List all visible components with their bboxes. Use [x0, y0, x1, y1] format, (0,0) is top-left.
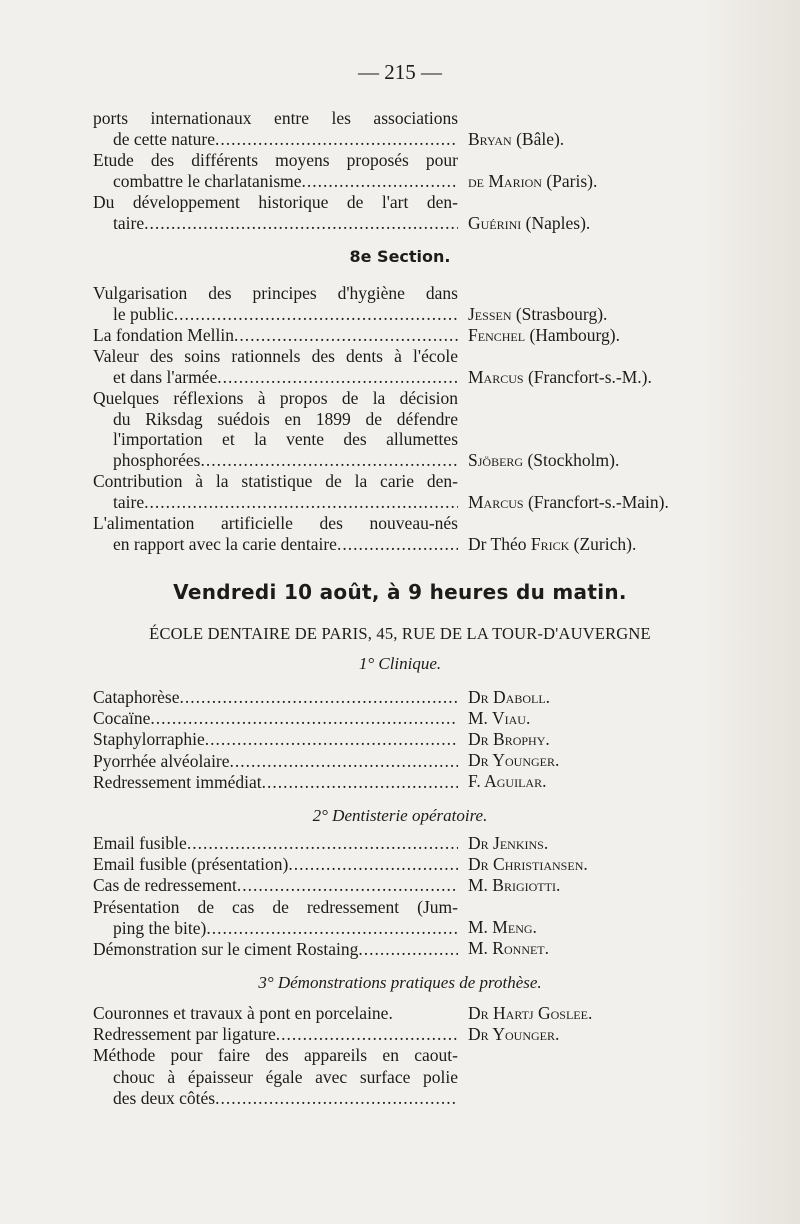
- entry-line: La fondation Mellin: [93, 325, 234, 345]
- leader-dots: [215, 129, 458, 150]
- author: Dr Younger.: [468, 1024, 560, 1044]
- list-item: Démonstration sur le ciment Rostaing: [93, 939, 359, 960]
- leader-dots: [302, 171, 458, 192]
- leader-dots: [205, 729, 458, 750]
- entry-line: phosphorées: [113, 450, 201, 471]
- entry-line: Etude des différents moyens proposés pour: [93, 150, 458, 170]
- author: Marcus (Francfort-s.-Main).: [468, 492, 669, 512]
- leader-dots: [288, 854, 458, 875]
- entry-line: en rapport avec la carie dentaire: [113, 533, 337, 554]
- author: Jessen (Strasbourg).: [468, 304, 608, 324]
- leader-dots: [180, 687, 459, 708]
- group-list: [93, 1003, 458, 1109]
- list-item: Email fusible: [93, 833, 187, 853]
- entry-line: et dans l'armée: [113, 366, 218, 387]
- author: M. Brigiotti.: [468, 875, 561, 895]
- list-item: Couronnes et travaux à pont en porcelaine.: [93, 1003, 393, 1023]
- section-title: 8e Section.: [349, 247, 451, 266]
- entry-line: le public: [113, 303, 174, 324]
- author: M. Meng.: [468, 917, 537, 937]
- leader-dots: [358, 939, 458, 960]
- author: Dr Jenkins.: [468, 833, 549, 853]
- venue-heading: ÉCOLE DENTAIRE DE PARIS, 45, RUE DE LA TOUR-D'AUVERGNE: [149, 624, 651, 643]
- author: F. Aguilar.: [468, 771, 547, 791]
- list-item: ping the bite): [113, 917, 207, 938]
- list-item: Redressement immédiat: [93, 771, 262, 792]
- author: de Marion (Paris).: [468, 171, 598, 191]
- author: Marcus (Francfort-s.-M.).: [468, 367, 652, 387]
- entry: [93, 108, 458, 149]
- entry-line: Contribution à la statistique de la carie den-: [93, 471, 458, 491]
- leader-dots: [200, 450, 458, 471]
- author: Guérini (Naples).: [468, 213, 591, 233]
- author: Fenchel (Hambourg).: [468, 325, 620, 345]
- list-item: Cocaïne: [93, 708, 151, 729]
- group-title: 2° Dentisterie opératoire.: [312, 806, 488, 825]
- author: Dr Daboll.: [468, 687, 551, 707]
- author: M. Ronnet.: [468, 938, 550, 958]
- entry: [93, 283, 458, 324]
- leader-dots: [144, 213, 458, 234]
- author: M. Viau.: [468, 708, 531, 728]
- leader-dots: [150, 708, 458, 729]
- author: Sjöberg (Stockholm).: [468, 450, 620, 470]
- author: Dr Théo Frick (Zurich).: [468, 534, 637, 554]
- author: Dr Hartj Goslee.: [468, 1003, 593, 1023]
- group-title: 1° Clinique.: [358, 654, 442, 673]
- entry-line: Du développement historique de l'art den-: [93, 192, 458, 212]
- group-list: [93, 687, 458, 793]
- entry: [93, 471, 458, 512]
- entry-line: ports internationaux entre les associations: [93, 108, 458, 128]
- list-item: Pyorrhée alvéolaire: [93, 750, 230, 771]
- entry: [93, 513, 458, 554]
- leader-dots: [217, 367, 458, 388]
- entry-line: Quelques réflexions à propos de la décision: [93, 388, 458, 408]
- page-number: — 215 —: [358, 60, 442, 84]
- list-item: Staphylorraphie: [93, 729, 205, 750]
- list-item: chouc à épaisseur égale avec surface polie: [113, 1066, 458, 1087]
- entry: [93, 346, 458, 387]
- author: Dr Younger.: [468, 750, 560, 770]
- entry: [93, 325, 458, 346]
- author: Dr Brophy.: [468, 729, 550, 749]
- list-item: Redressement par ligature: [93, 1024, 276, 1045]
- entry-line: de cette nature: [113, 128, 216, 149]
- list-item: Cataphorèse: [93, 687, 180, 707]
- entry-line: combattre le charlatanisme: [113, 170, 302, 191]
- leader-dots: [262, 772, 458, 793]
- entry-line: Vulgarisation des principes d'hygiène dans: [93, 283, 458, 303]
- list-item: Présentation de cas de redressement (Jum-: [93, 896, 458, 917]
- leader-dots: [337, 534, 458, 555]
- entry-line: l'importation et la vente des allumettes: [113, 429, 458, 450]
- leader-dots: [237, 875, 458, 896]
- entry: [93, 192, 458, 233]
- leader-dots: [230, 751, 458, 772]
- facing-page-bleed: [700, 0, 800, 1224]
- entry-line: taire: [113, 491, 145, 512]
- leader-dots: [174, 304, 458, 325]
- entry: [93, 150, 458, 191]
- entry-line: Valeur des soins rationnels des dents à l'école: [93, 346, 458, 366]
- entry-line: taire: [113, 212, 145, 233]
- leader-dots: [234, 325, 458, 346]
- entry-line: du Riksdag suédois en 1899 de défendre: [113, 408, 458, 429]
- leader-dots: [215, 1088, 458, 1109]
- entry-line: L'alimentation artificielle des nouveau-nés: [93, 513, 458, 533]
- day-title: Vendredi 10 août, à 9 heures du matin.: [173, 580, 627, 604]
- list-item: Email fusible (présentation): [93, 854, 289, 875]
- leader-dots: [276, 1024, 458, 1045]
- leader-dots: [144, 492, 458, 513]
- list-item: Méthode pour faire des appareils en caout-: [93, 1045, 458, 1066]
- group-title: 3° Démonstrations pratiques de prothèse.: [258, 973, 542, 992]
- list-item: des deux côtés: [113, 1087, 216, 1108]
- group-list: [93, 833, 458, 960]
- leader-dots: [206, 918, 458, 939]
- leader-dots: [187, 833, 458, 854]
- author: Dr Christiansen.: [468, 854, 588, 874]
- author: Bryan (Bâle).: [468, 129, 565, 149]
- list-item: Cas de redressement: [93, 875, 237, 896]
- entry: [93, 388, 458, 471]
